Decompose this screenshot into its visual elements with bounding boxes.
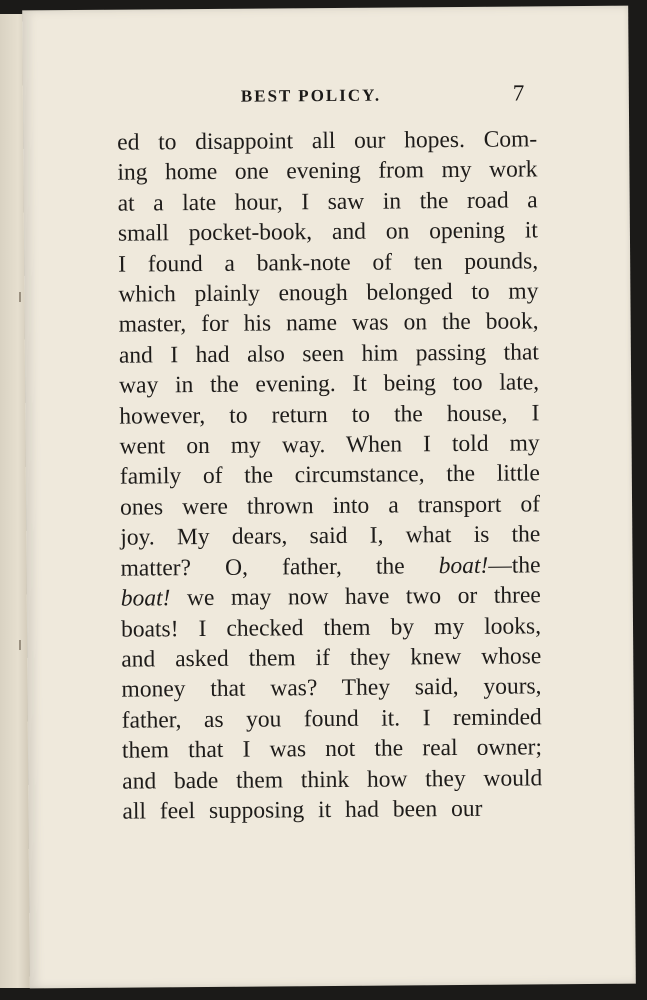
text-line: at a late hour, I saw in the road a (117, 187, 538, 217)
text-line: father, as you found it. I reminded (121, 704, 542, 734)
text-line: and I had also seen him passing that (118, 339, 539, 369)
body-text (117, 124, 542, 827)
text-line: and bade them think how they would (122, 764, 543, 795)
text-line: money that was? They said, yours, (121, 673, 542, 703)
text-line: them that I was not the real owner; (121, 734, 543, 764)
text-line: family of the circumstance, the little (119, 460, 540, 491)
margin-mark (19, 292, 21, 302)
text-line: however, to return to the house, I (119, 400, 540, 430)
text-line: master, for his name was on the book, (118, 308, 539, 339)
italic-text: boat! (120, 585, 171, 612)
margin-mark (19, 640, 21, 650)
text-line: which plainly enough belonged to my (118, 278, 539, 308)
page-header (23, 80, 629, 115)
text-line: I found a bank-note of ten pounds, (118, 247, 539, 278)
text-line: ing home one evening from my work (117, 156, 538, 187)
text-line: way in the evening. It being too late, (119, 369, 540, 399)
text-line: boats! I checked them by my looks, (120, 612, 542, 643)
text-line: small pocket-book, and on opening it (117, 217, 539, 247)
text-line: and asked them if they knew whose (121, 643, 542, 673)
text-line: matter? O, father, the boat!—the (120, 552, 541, 582)
text-line: joy. My dears, said I, what is the (120, 521, 541, 551)
text-line: boat! we may now have two or three (120, 582, 541, 612)
text-line: ones were thrown into a transport of (119, 491, 541, 521)
page-number: 7 (512, 80, 525, 106)
text-line: all feel supposing it had been our (122, 795, 483, 825)
book-page (22, 6, 636, 989)
italic-text: boat! (438, 552, 489, 579)
running-head: BEST POLICY. (240, 85, 382, 106)
text-line: ed to disappoint all our hopes. Com- (117, 126, 538, 156)
text-line: went on my way. When I told my (119, 430, 540, 460)
